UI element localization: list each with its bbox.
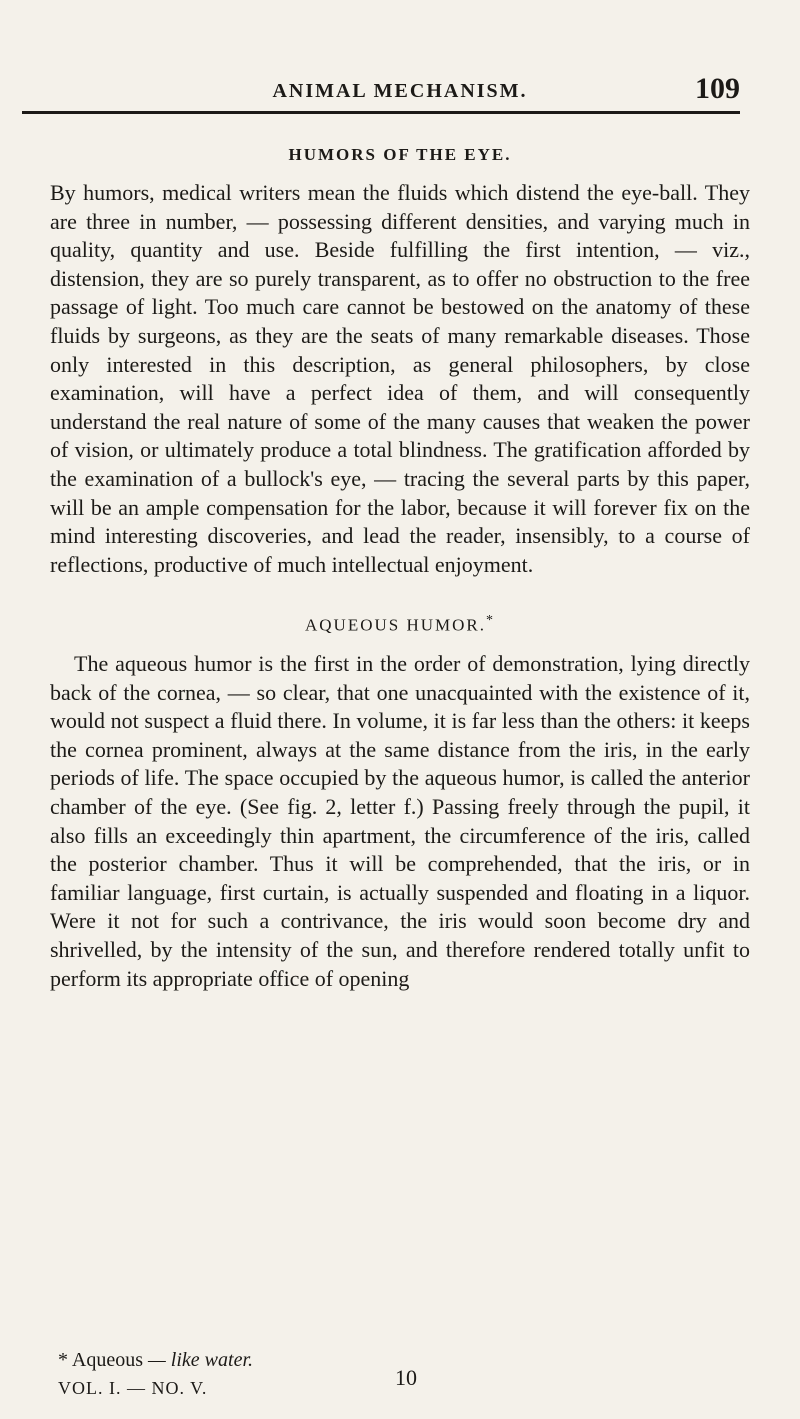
volume-signature: VOL. I. — NO. V. [58,1378,208,1398]
running-title: ANIMAL MECHANISM. [272,80,528,102]
subsection-paragraph: The aqueous humor is the first in the order of demonstration, lying directly back of the cornea, — so clear, that one unacquainted with the existence of it, would not suspect a fluid there. In volume, it is far less than the others: it keeps the cornea prominent, always at the same distance from the iris, in the early periods of life. The space occupied by the aqueous humor, is called the anterior chamber of the eye. (See fig. 2, letter f.) Passing freely through the pupil, it also fills an exceedingly thin apartment, the circumference of the iris, called the posterior chamber. Thus it will be comprehended, that the iris, or in familiar language, first curtain, is actually suspended and floating in a liquor. Were it not for such a contrivance, the iris would soon become dry and shrivelled, by the intensity of the sun, and therefore rendered totally unfit to perform its appropriate office of opening [50,650,750,991]
section-heading: HUMORS OF THE EYE. [288,145,512,164]
subsection-heading-text: AQUEOUS HUMOR. [304,615,486,635]
subsection-heading [50,613,750,636]
footnote-mark: * [58,1349,68,1371]
section-paragraph: By humors, medical writers mean the fluids which distend the eye-ball. They are three in number, — possessing different densities, and varying much in quality, quantity and use. Beside fulfilling the first intention, — viz., distension, they are so purely transparent, as to offer no obstruction to the free passage of light. Too much care cannot be bestowed on the anatomy of these fluids by surgeons, as they are the seats of many remarkable diseases. Those only interested in this description, as general philosophers, by close examination, will have a perfect idea of them, and will consequently understand the real nature of some of the many causes that weaken the power of vision, or ultimately produce a total blindness. The gratification afforded by the examination of a bullock's eye, — tracing the several parts by this paper, will be an ample compensation for the labor, because it will forever fix on the mind interesting discoveries, and lead the reader, insensibly, to a course of reflections, productive of much intellectual enjoyment. [50,180,750,577]
sheet-number: 10 [395,1365,417,1390]
running-head [60,72,740,108]
header-rule [22,111,740,114]
footnote [58,1349,253,1372]
footnote-reference: * [486,613,495,629]
text-block [50,145,750,993]
footnote-text: — like water. [148,1349,254,1371]
footnote-term: Aqueous [71,1349,144,1371]
page-number: 109 [695,72,740,105]
